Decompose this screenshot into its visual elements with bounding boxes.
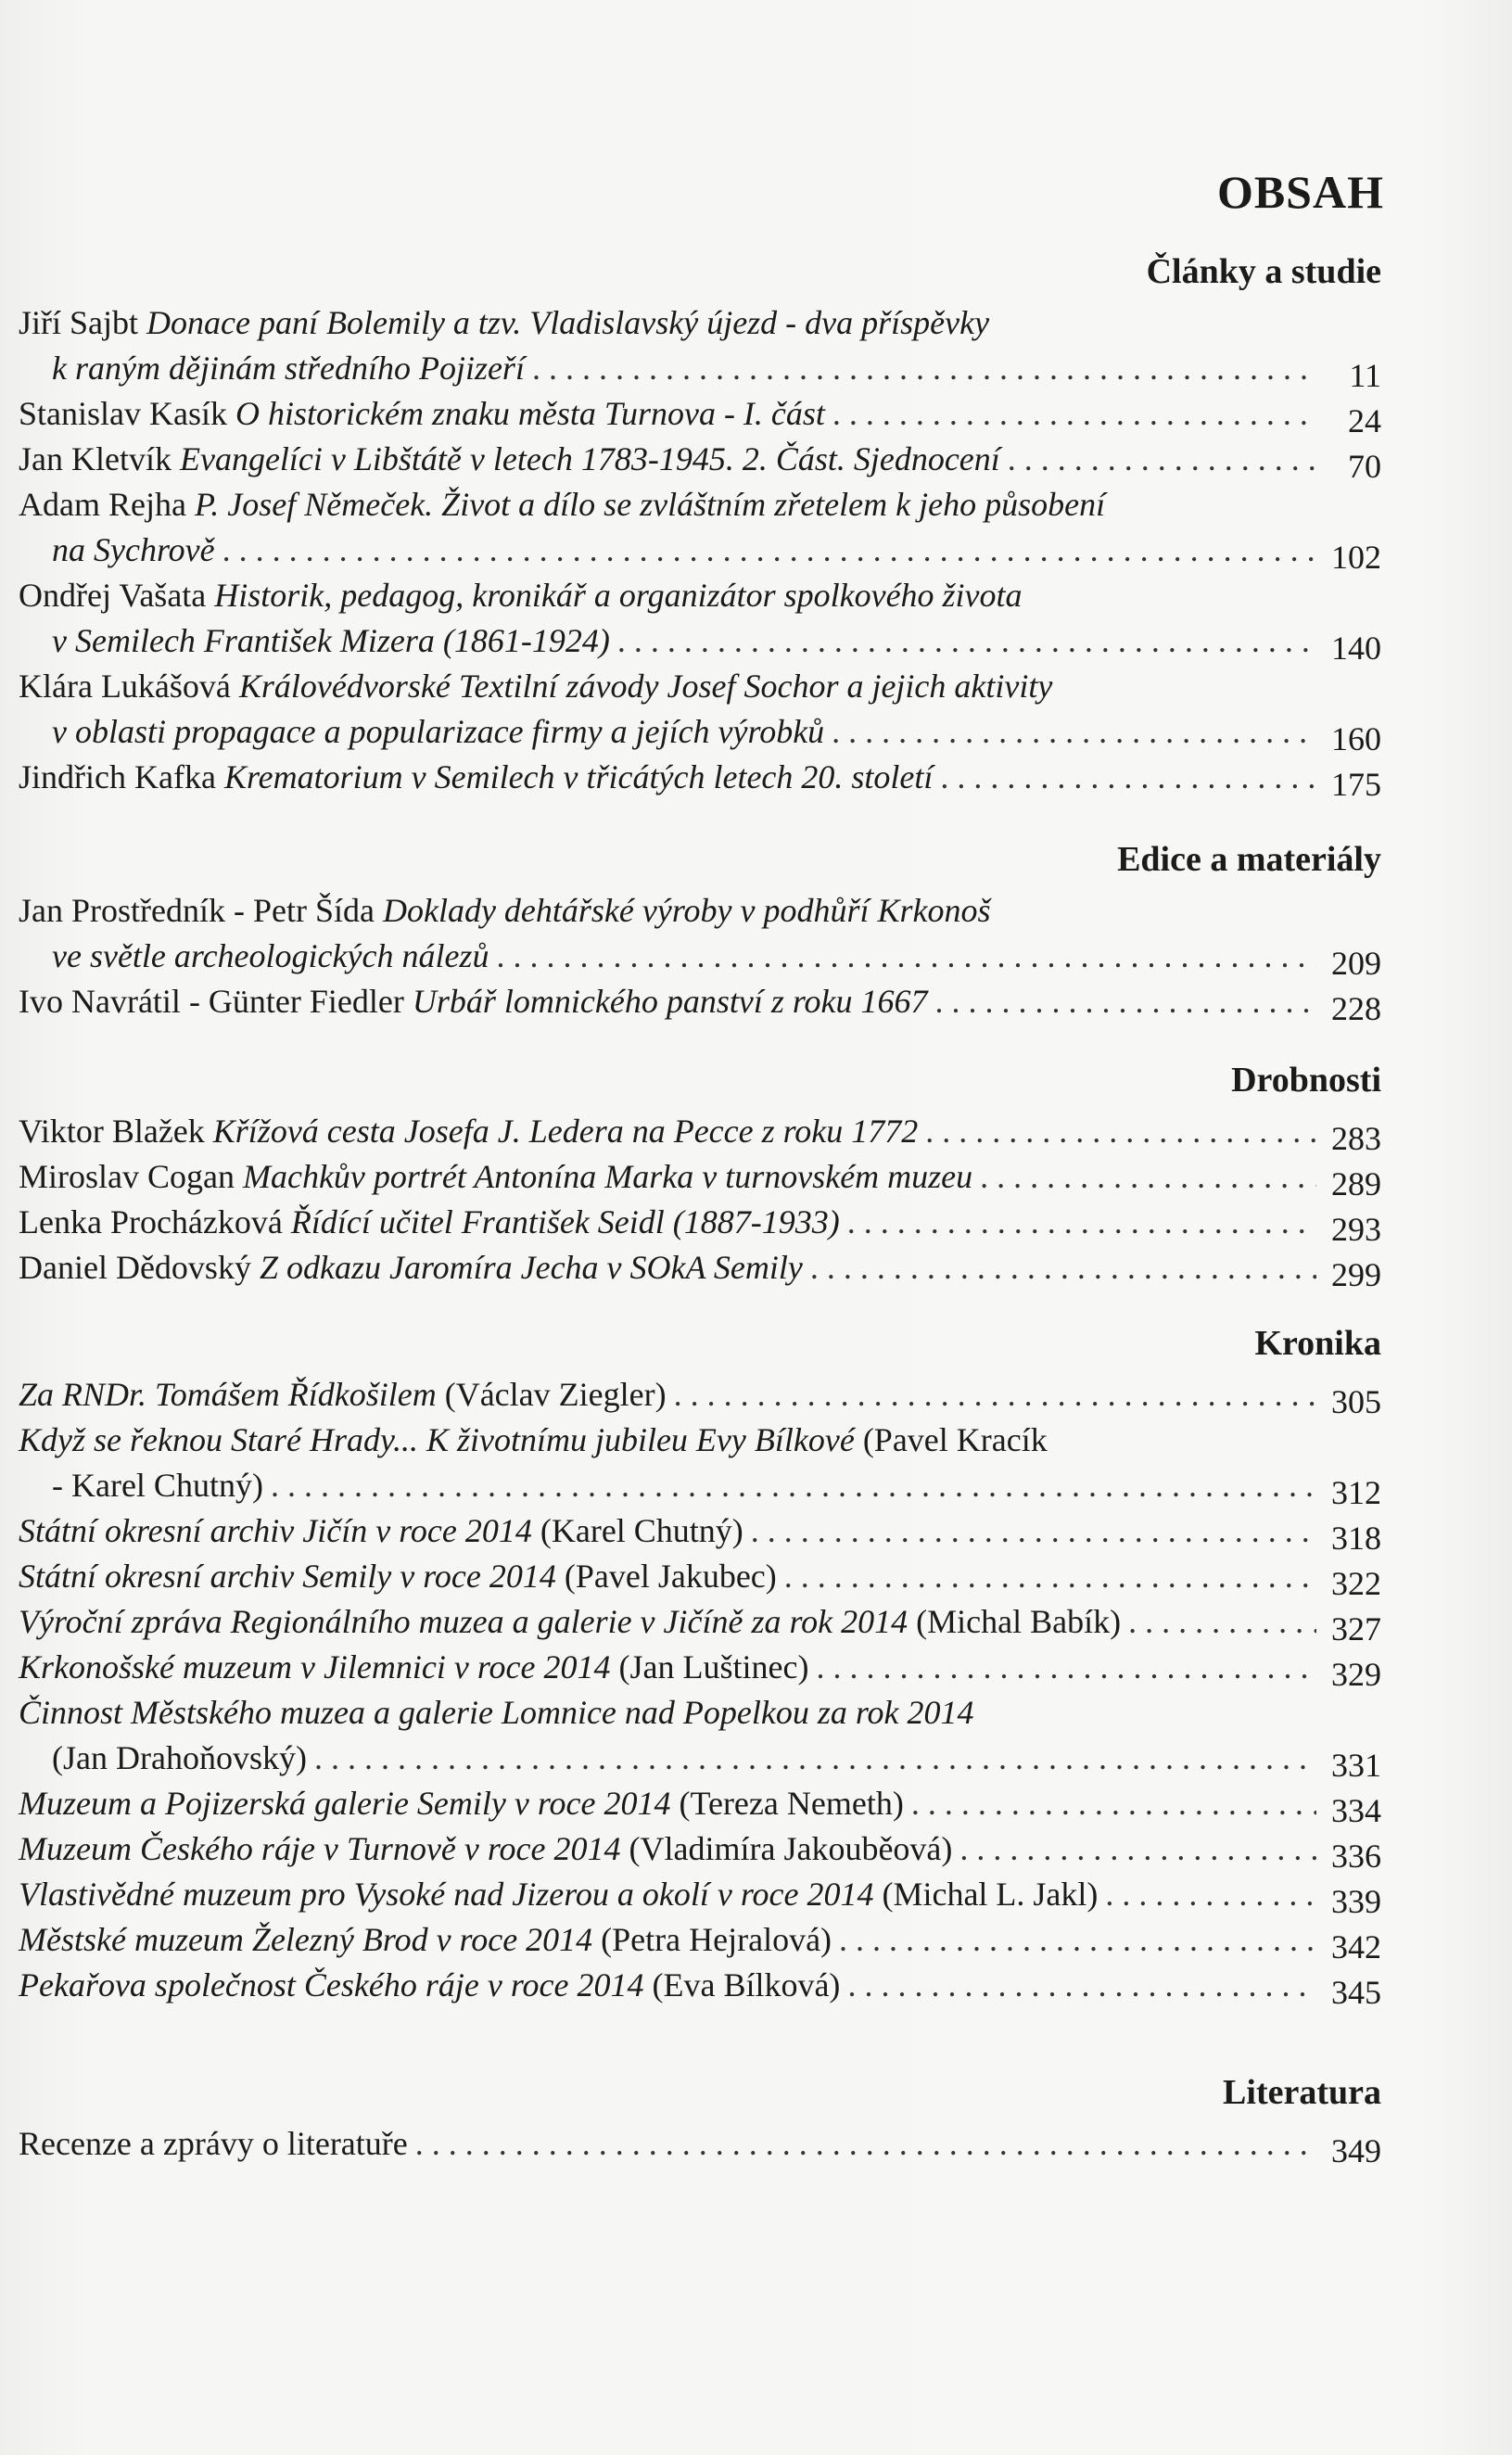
- dot-leader: [847, 1963, 1316, 2008]
- entry-title: O historickém znaku města Turnova - I. část: [235, 395, 825, 432]
- entry-line: [19, 573, 1381, 618]
- entry-author: Stanislav Kasík: [19, 395, 227, 432]
- toc-entry[interactable]: [19, 2121, 1381, 2167]
- entry-line: [19, 1154, 1381, 1200]
- toc-entry[interactable]: [19, 1508, 1381, 1557]
- toc-entry[interactable]: [19, 573, 1381, 667]
- dot-leader: [847, 1200, 1316, 1245]
- entry-author: Lenka Procházková: [19, 1203, 283, 1240]
- toc-entry[interactable]: [19, 437, 1381, 485]
- entry-author: Klára Lukášová: [19, 668, 231, 705]
- entry-author: Ondřej Vašata: [19, 577, 207, 614]
- entry-line: [19, 755, 1381, 803]
- entry-line: [19, 979, 1381, 1027]
- toc-entry[interactable]: [19, 1554, 1381, 1602]
- entry-author: Viktor Blažek: [19, 1113, 205, 1150]
- page-number: 336: [1331, 1838, 1381, 1875]
- entry-title: Státní okresní archiv Jičín v roce 2014: [19, 1512, 532, 1549]
- page-number: 24: [1348, 402, 1381, 439]
- entry-author: Jan Prostředník - Petr Šída: [19, 892, 375, 929]
- page-number: 228: [1331, 990, 1381, 1027]
- toc-section: [19, 2069, 1381, 2167]
- page-number: 345: [1331, 1974, 1381, 2011]
- page-number: 318: [1331, 1520, 1381, 1557]
- entry-title: Donace paní Bolemily a tzv. Vladislavský újezd - dva příspěvky: [146, 304, 990, 341]
- entry-title: Muzeum Českého ráje v Turnově v roce 2014: [19, 1830, 621, 1867]
- entry-line: [19, 1917, 1381, 1963]
- entry-line: [19, 1245, 1381, 1291]
- entry-line: [19, 1599, 1381, 1645]
- dot-leader: [271, 1463, 1316, 1508]
- dot-leader: [314, 1736, 1316, 1781]
- page-number: 305: [1331, 1383, 1381, 1420]
- entry-author: (Vladimíra Jakouběová): [629, 1830, 953, 1867]
- toc-entry[interactable]: [19, 1781, 1381, 1829]
- entry-author: (Tereza Nemeth): [679, 1785, 904, 1822]
- entry-author: Miroslav Cogan: [19, 1158, 235, 1195]
- page-number: 339: [1331, 1883, 1381, 1920]
- toc-entry[interactable]: [19, 888, 1381, 982]
- entry-title: Když se řeknou Staré Hrady... K životnímu jubileu Evy Bílkové: [19, 1421, 855, 1458]
- page-number: 327: [1331, 1610, 1381, 1647]
- page-number: 102: [1331, 539, 1381, 576]
- entry-title: Krkonošské muzeum v Jilemnici v roce 2014: [19, 1648, 611, 1685]
- entry-title: Evangelíci v Libštátě v letech 1783-1945. 2. Část. Sjednocení: [179, 440, 1000, 477]
- entry-line: [19, 2121, 1381, 2167]
- page-number: 329: [1331, 1656, 1381, 1693]
- dot-leader: [816, 1645, 1316, 1690]
- entry-title: Vlastivědné muzeum pro Vysoké nad Jizerou a okolí v roce 2014: [19, 1876, 874, 1913]
- entry-author: Jindřich Kafka: [19, 758, 216, 795]
- entry-line: [19, 391, 1381, 437]
- entry-line: [19, 618, 1381, 667]
- entry-author: (Karel Chutný): [540, 1512, 743, 1549]
- entry-line: [19, 1508, 1381, 1557]
- entry-title: Urbář lomnického panství z roku 1667: [412, 983, 928, 1020]
- page-number: 175: [1331, 766, 1381, 803]
- entry-line: [19, 482, 1381, 528]
- dot-leader: [496, 934, 1316, 979]
- toc-entry[interactable]: [19, 1599, 1381, 1645]
- entry-line: [19, 1554, 1381, 1602]
- entry-line: [19, 1963, 1381, 2011]
- entry-line: [19, 300, 1381, 346]
- toc-section: [19, 836, 1381, 1027]
- page-number: 331: [1331, 1747, 1381, 1784]
- dot-leader: [925, 1109, 1316, 1154]
- entry-author: (Pavel Jakubec): [564, 1558, 777, 1595]
- entry-title: Královédvorské Textilní závody Josef Sochor a jejich aktivity: [238, 668, 1053, 705]
- toc-entry[interactable]: [19, 664, 1381, 755]
- page-number: 312: [1331, 1474, 1381, 1511]
- entry-line: [19, 1200, 1381, 1248]
- entry-title-continued: na Sychrově: [52, 531, 215, 568]
- toc-section: [19, 1320, 1381, 2011]
- dot-leader: [751, 1508, 1316, 1554]
- toc-entry[interactable]: [19, 1917, 1381, 1963]
- toc-entry[interactable]: [19, 1418, 1381, 1511]
- entry-author: Recenze a zprávy o literatuře: [19, 2125, 408, 2162]
- toc-entry[interactable]: [19, 1372, 1381, 1418]
- entry-title: Historik, pedagog, kronikář a organizátor spolkového života: [214, 577, 1023, 614]
- entry-line: [19, 934, 1381, 982]
- entry-line: [19, 888, 1381, 934]
- entry-title-continued: (Jan Drahoňovský): [52, 1739, 307, 1776]
- entry-title: P. Josef Němeček. Život a dílo se zvláštním zřetelem k jeho působení: [194, 486, 1106, 523]
- entry-title: Křížová cesta Josefa J. Ledera na Pecce z roku 1772: [212, 1113, 919, 1150]
- section-heading: Literatura: [1223, 2073, 1381, 2112]
- page-number: 299: [1331, 1256, 1381, 1293]
- dot-leader: [934, 979, 1316, 1024]
- entry-title-continued: k raným dějinám středního Pojizeří: [52, 350, 525, 387]
- entry-author: (Jan Luštinec): [618, 1648, 809, 1685]
- entry-title: Z odkazu Jaromíra Jecha v SOkA Semily: [259, 1249, 803, 1286]
- entry-line: [19, 1645, 1381, 1693]
- dot-leader: [532, 346, 1316, 391]
- entry-author: (Petra Hejralová): [601, 1921, 832, 1958]
- entry-author: Daniel Dědovský: [19, 1249, 251, 1286]
- toc-entry[interactable]: [19, 1154, 1381, 1200]
- section-heading: Články a studie: [1146, 252, 1381, 291]
- entry-author: (Eva Bílková): [652, 1966, 841, 2003]
- entry-line: [19, 528, 1381, 576]
- page-number: 322: [1331, 1565, 1381, 1602]
- toc-section: [19, 248, 1381, 803]
- entry-author: Adam Rejha: [19, 486, 186, 523]
- entry-title: Výroční zpráva Regionálního muzea a galerie v Jičíně za rok 2014: [19, 1603, 908, 1640]
- toc-entry[interactable]: [19, 391, 1381, 437]
- entry-line: [19, 1736, 1381, 1784]
- page-number: 283: [1331, 1120, 1381, 1157]
- entry-line: [19, 1826, 1381, 1875]
- page-number: 160: [1331, 720, 1381, 757]
- toc-entry[interactable]: [19, 300, 1381, 394]
- section-heading: Edice a materiály: [1117, 840, 1381, 879]
- entry-title: Muzeum a Pojizerská galerie Semily v roce 2014: [19, 1785, 671, 1822]
- page-number: 293: [1331, 1211, 1381, 1248]
- entry-author: Ivo Navrátil - Günter Fiedler: [19, 983, 404, 1020]
- toc-entry[interactable]: [19, 1109, 1381, 1157]
- entry-line: [19, 1418, 1381, 1463]
- entry-title-continued: v Semilech František Mizera (1861-1924): [52, 622, 610, 659]
- entry-author: Jiří Sajbt: [19, 304, 139, 341]
- page-number: 70: [1348, 448, 1381, 485]
- toc-entry[interactable]: [19, 482, 1381, 576]
- page-number: 209: [1331, 945, 1381, 982]
- toc-section: [19, 1057, 1381, 1291]
- entry-author: (Pavel Kracík: [862, 1421, 1048, 1458]
- entry-line: [19, 1463, 1381, 1511]
- entry-line: [19, 664, 1381, 709]
- dot-leader: [832, 391, 1316, 437]
- entry-line: [19, 437, 1381, 485]
- page-number: 334: [1331, 1792, 1381, 1829]
- entry-title: Činnost Městského muzea a galerie Lomnice nad Popelkou za rok 2014: [19, 1694, 974, 1731]
- entry-author: (Michal Babík): [916, 1603, 1122, 1640]
- section-heading: Drobnosti: [1231, 1061, 1381, 1100]
- dot-leader: [415, 2121, 1316, 2167]
- dot-leader: [810, 1245, 1316, 1291]
- entry-author: Jan Kletvík: [19, 440, 172, 477]
- entry-title: Machkův portrét Antonína Marka v turnovském muzeu: [242, 1158, 973, 1195]
- toc-entry[interactable]: [19, 1963, 1381, 2011]
- toc-entry[interactable]: [19, 979, 1381, 1027]
- toc-entry[interactable]: [19, 1200, 1381, 1248]
- page-number: 289: [1331, 1165, 1381, 1202]
- page-number: 140: [1331, 630, 1381, 667]
- dot-leader: [617, 618, 1316, 664]
- entry-line: [19, 709, 1381, 755]
- dot-leader: [1128, 1599, 1316, 1645]
- page-number: 342: [1331, 1928, 1381, 1965]
- entry-title-continued: ve světle archeologických nálezů: [52, 937, 489, 974]
- dot-leader: [222, 528, 1316, 573]
- page-number: 349: [1331, 2132, 1381, 2169]
- entry-title: Za RNDr. Tomášem Řídkošilem: [19, 1376, 437, 1413]
- entry-line: [19, 1872, 1381, 1920]
- entry-title: Pekařova společnost Českého ráje v roce 2014: [19, 1966, 644, 2003]
- toc-entry[interactable]: [19, 1245, 1381, 1291]
- dot-leader: [839, 1917, 1316, 1963]
- entry-line: [19, 1372, 1381, 1418]
- entry-title-continued: v oblasti propagace a popularizace firmy a jejích výrobků: [52, 713, 825, 750]
- dot-leader: [784, 1554, 1316, 1599]
- toc-entry[interactable]: [19, 1690, 1381, 1784]
- entry-line: [19, 346, 1381, 394]
- dot-leader: [959, 1826, 1316, 1872]
- dot-leader: [940, 755, 1316, 800]
- entry-line: [19, 1109, 1381, 1157]
- page-title: OBSAH: [1216, 166, 1384, 218]
- dot-leader: [674, 1372, 1316, 1418]
- entry-title: Městské muzeum Železný Brod v roce 2014: [19, 1921, 593, 1958]
- dot-leader: [980, 1154, 1316, 1200]
- toc-entry[interactable]: [19, 1826, 1381, 1875]
- entry-title-continued: - Karel Chutný): [52, 1467, 263, 1504]
- toc-entry[interactable]: [19, 755, 1381, 803]
- dot-leader: [832, 709, 1316, 755]
- entry-title: Doklady dehtářské výroby v podhůří Krkonoš: [382, 892, 991, 929]
- entry-line: [19, 1781, 1381, 1829]
- toc-entry[interactable]: [19, 1872, 1381, 1920]
- dot-leader: [911, 1781, 1316, 1826]
- dot-leader: [1008, 437, 1316, 482]
- entry-title: Státní okresní archiv Semily v roce 2014: [19, 1558, 556, 1595]
- page-number: 11: [1349, 357, 1381, 394]
- entry-author: (Václav Ziegler): [444, 1376, 667, 1413]
- dot-leader: [1105, 1872, 1316, 1917]
- entry-author: (Michal L. Jakl): [882, 1876, 1099, 1913]
- entry-title: Krematorium v Semilech v třicátých letech 20. století: [223, 758, 934, 795]
- entry-line: [19, 1690, 1381, 1736]
- toc-entry[interactable]: [19, 1645, 1381, 1693]
- section-heading: Kronika: [1254, 1324, 1381, 1363]
- entry-title: Řídící učitel František Seidl (1887-1933): [290, 1203, 840, 1240]
